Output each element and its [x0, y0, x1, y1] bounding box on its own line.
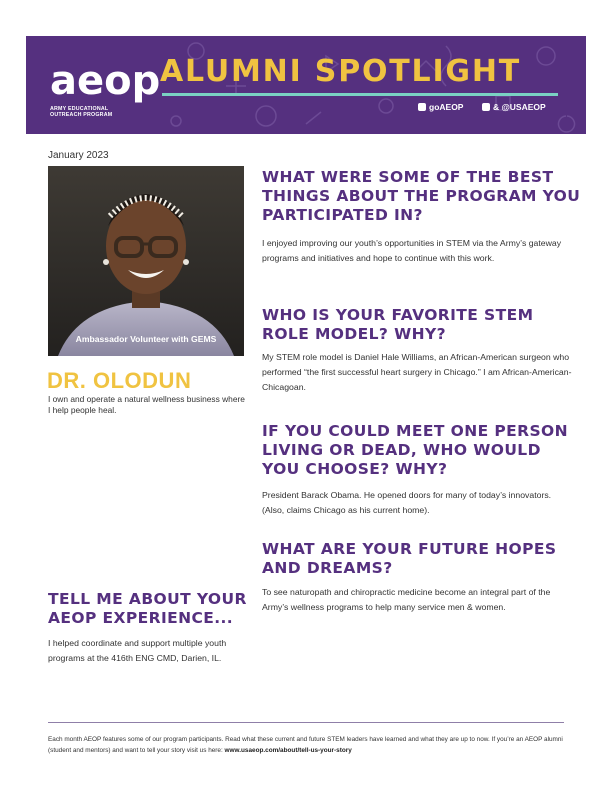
footer-link[interactable]: www.usaeop.com/about/tell-us-your-story — [224, 747, 352, 754]
answer-future-hopes: To see naturopath and chiropractic medicine become an integral part of the Army’s wellness programs to help many service men & women. — [262, 587, 551, 612]
website-url[interactable]: usaeop.com — [48, 131, 120, 145]
issue-date: January 2023 — [48, 150, 109, 161]
footer-text: Each month AEOP features some of our program participants. Read what these current and future STEM leaders have learned and what they are up to now. If you’re an AEOP alumni (student and mentors) and want to tell your story visit us here: — [48, 736, 563, 754]
page-title: ALUMNI SPOTLIGHT — [160, 54, 522, 89]
aeop-logo-icon — [48, 50, 161, 110]
logo-subtitle — [50, 106, 112, 118]
title-divider — [162, 93, 558, 96]
question-best-things: WHAT WERE SOME OF THE BEST THINGS ABOUT THE PROGRAM YOU PARTICIPATED IN? — [262, 168, 581, 224]
logo-subtitle-line2: OUTREACH PROGRAM — [50, 112, 113, 118]
logo-text: aeop — [50, 58, 161, 104]
footer-divider — [48, 722, 564, 723]
photo-caption: Ambassador Volunteer with GEMS — [75, 334, 217, 344]
social-twitter-instagram[interactable] — [482, 102, 546, 112]
facebook-handle: goAEOP — [429, 102, 464, 112]
facebook-icon — [418, 103, 426, 111]
logo-subtitle-line1: ARMY EDUCATIONAL — [50, 106, 109, 112]
question-meet-person: IF YOU COULD MEET ONE PERSON LIVING OR DEAD, WHO WOULD YOU CHOOSE? WHY? — [262, 422, 568, 478]
answer-aeop-experience: I helped coordinate and support multiple youth programs at the 416th ENG CMD, Darien, IL. — [48, 638, 227, 663]
question-future-hopes: WHAT ARE YOUR FUTURE HOPES AND DREAMS? — [262, 540, 557, 577]
answer-meet-person: President Barack Obama. He opened doors for many of today’s innovators. (Also, claims Chicago as his current home). — [262, 490, 552, 515]
question-aeop-experience: TELL ME ABOUT YOUR AEOP EXPERIENCE... — [48, 590, 247, 627]
twitter-instagram-handle: & @USAEOP — [493, 102, 546, 112]
answer-role-model: My STEM role model is Daniel Hale Williams, an African-American surgeon who performed “the first successful heart surgery in Chicago.” I am African-American-Chicagoan. — [262, 352, 572, 392]
alumni-name: DR. OLODUN — [47, 368, 192, 393]
answer-best-things: I enjoyed improving our youth’s opportunities in STEM via the Army’s gateway programs and initiatives and hope to continue with this work. — [262, 238, 562, 263]
header-banner — [26, 36, 586, 145]
question-role-model: WHO IS YOUR FAVORITE STEM ROLE MODEL? WHY? — [262, 306, 534, 343]
portrait-image — [48, 166, 244, 356]
social-facebook[interactable] — [418, 102, 463, 112]
alumni-tagline: I own and operate a natural wellness business where I help people heal. — [48, 394, 245, 415]
footer — [48, 734, 568, 756]
twitter-icon — [482, 103, 490, 111]
profile-photo — [48, 166, 244, 356]
